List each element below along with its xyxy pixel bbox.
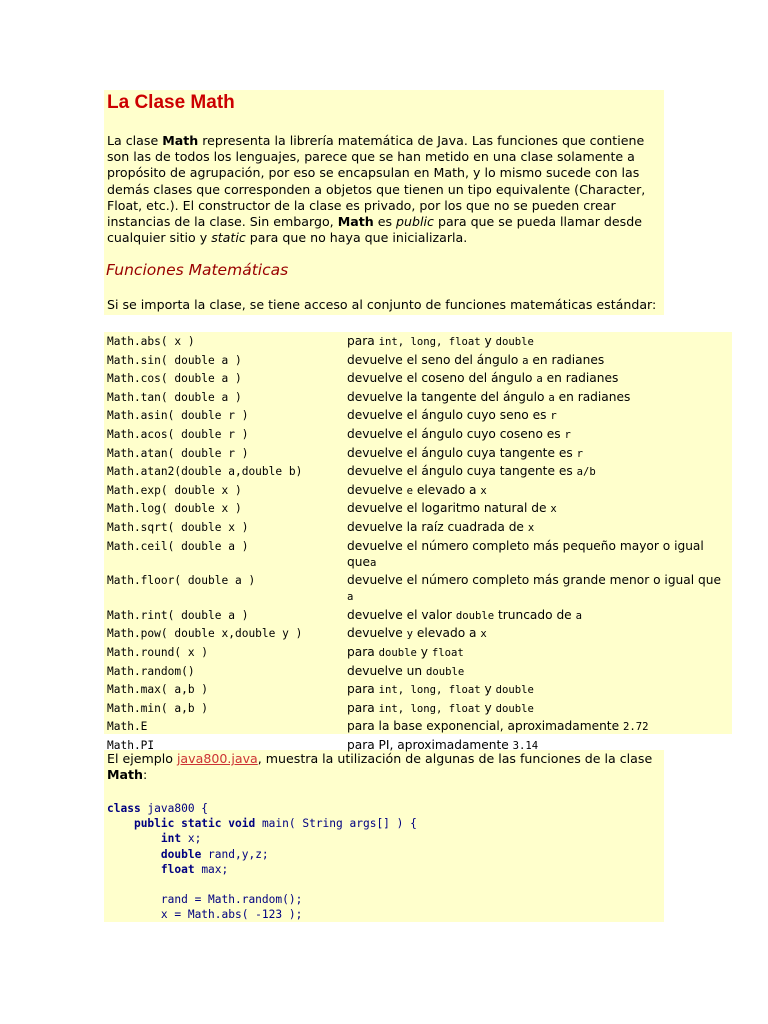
code-text: java800 { bbox=[140, 802, 209, 815]
example-text: , muestra la utilización de algunas de las funciones de la clase bbox=[257, 751, 653, 766]
code-text: main( String args[] ) { bbox=[255, 817, 417, 831]
function-description bbox=[347, 463, 729, 482]
function-description bbox=[347, 644, 729, 663]
code-keyword: double bbox=[160, 847, 202, 861]
function-description bbox=[347, 519, 729, 538]
table-row bbox=[107, 463, 729, 482]
table-row bbox=[107, 572, 729, 607]
function-signature: Math.floor( double a ) bbox=[107, 574, 256, 588]
description-text: para la base exponencial, aproximadamente bbox=[347, 719, 623, 734]
intro-text: La clase bbox=[107, 133, 163, 148]
code-line bbox=[107, 863, 228, 876]
description-text: truncado de bbox=[494, 607, 576, 622]
table-row bbox=[107, 500, 729, 519]
code-keyword: int bbox=[160, 832, 182, 846]
function-signature: Math.PI bbox=[107, 738, 155, 752]
function-description bbox=[347, 445, 729, 464]
intro-bold-math: Math bbox=[162, 133, 199, 148]
function-description bbox=[347, 352, 729, 371]
code-text: rand,y,z; bbox=[201, 847, 269, 861]
code-text: x = Math.abs( -123 ); bbox=[160, 908, 303, 922]
description-text: para PI, aproximadamente bbox=[347, 737, 513, 752]
code-line bbox=[107, 802, 208, 815]
table-row bbox=[107, 718, 729, 737]
function-signature: Math.cos( double a ) bbox=[107, 372, 242, 386]
description-text: devuelve el seno del ángulo bbox=[347, 352, 523, 367]
example-text: : bbox=[143, 767, 148, 783]
code-term: x bbox=[480, 484, 487, 497]
function-description bbox=[347, 426, 729, 445]
description-text: para bbox=[347, 682, 379, 697]
code-term: x bbox=[550, 503, 557, 516]
code-text: x; bbox=[181, 832, 202, 846]
function-signature: Math.asin( double r ) bbox=[107, 409, 249, 423]
description-text: devuelve el coseno del ángulo bbox=[347, 371, 537, 386]
description-text: devuelve el ángulo cuyo coseno es bbox=[347, 426, 565, 441]
table-row bbox=[107, 519, 729, 538]
functions-table bbox=[107, 333, 729, 755]
function-signature: Math.tan( double a ) bbox=[107, 390, 242, 404]
description-text: en radianes bbox=[528, 352, 605, 367]
code-term: double bbox=[378, 646, 417, 659]
description-text: devuelve bbox=[347, 482, 407, 497]
description-text: en radianes bbox=[542, 371, 619, 386]
table-row bbox=[107, 445, 729, 464]
intro-text: es bbox=[373, 214, 397, 230]
description-text: y bbox=[480, 700, 496, 715]
code-term: a bbox=[347, 591, 354, 604]
function-description bbox=[347, 333, 729, 352]
code-term: x bbox=[527, 521, 535, 534]
code-term: int, long, float bbox=[378, 684, 481, 697]
code-term: double bbox=[495, 684, 534, 697]
description-text: devuelve el número completo más grande menor o igual que bbox=[347, 573, 721, 588]
table-row bbox=[107, 625, 729, 644]
table-row bbox=[107, 426, 729, 445]
code-term: 2.72 bbox=[622, 721, 649, 734]
intro-text: para que se pueda llamar desde cualquier sitio y bbox=[107, 214, 642, 246]
code-term: double bbox=[495, 702, 534, 715]
function-description bbox=[347, 538, 729, 573]
code-term: r bbox=[550, 410, 557, 423]
code-term: x bbox=[480, 628, 487, 641]
description-text: devuelve bbox=[347, 626, 407, 641]
table-row bbox=[107, 644, 729, 663]
code-term: a bbox=[536, 373, 543, 386]
table-row bbox=[107, 352, 729, 371]
code-term: a/b bbox=[576, 466, 596, 479]
code-term: double bbox=[455, 609, 495, 622]
code-line bbox=[107, 893, 302, 906]
code-block bbox=[107, 801, 417, 923]
code-line bbox=[107, 832, 201, 845]
code-line bbox=[107, 908, 302, 921]
code-keyword: float bbox=[160, 862, 195, 876]
table-row bbox=[107, 407, 729, 426]
intro-italic-public: public bbox=[396, 214, 434, 230]
code-term: a bbox=[369, 556, 377, 569]
description-text: devuelve la raíz cuadrada de bbox=[347, 519, 528, 534]
table-row bbox=[107, 389, 729, 408]
table-row bbox=[107, 700, 729, 719]
import-paragraph: Si se importa la clase, se tiene acceso al conjunto de funciones matemáticas estándar: bbox=[107, 297, 657, 312]
function-signature: Math.sqrt( double x ) bbox=[107, 520, 249, 534]
function-signature: Math.E bbox=[107, 720, 148, 734]
description-text: y bbox=[480, 334, 496, 348]
function-signature: Math.abs( x ) bbox=[107, 335, 195, 348]
function-signature: Math.ceil( double a ) bbox=[107, 539, 249, 553]
intro-italic-static: static bbox=[211, 230, 246, 246]
page-title: La Clase Math bbox=[107, 92, 235, 113]
description-text: y bbox=[416, 644, 432, 659]
function-description bbox=[347, 389, 729, 408]
description-text: devuelve el logaritmo natural de bbox=[347, 501, 551, 516]
table-row bbox=[107, 663, 729, 682]
code-text: max; bbox=[194, 862, 229, 876]
function-description bbox=[347, 700, 729, 719]
code-text: rand = Math.random(); bbox=[160, 893, 303, 907]
description-text: devuelve el número completo más pequeño mayor o igual que bbox=[347, 538, 704, 569]
code-term: e bbox=[406, 484, 414, 497]
function-signature: Math.random() bbox=[107, 664, 195, 678]
code-keyword: public static void bbox=[133, 817, 256, 831]
function-signature: Math.pow( double x,double y ) bbox=[107, 627, 303, 641]
code-keyword: class bbox=[107, 802, 141, 815]
code-term: int, long, float bbox=[378, 336, 481, 348]
intro-text: para que no haya que inicializarla. bbox=[245, 230, 468, 246]
description-text: para bbox=[347, 334, 379, 348]
example-text: El ejemplo bbox=[107, 751, 177, 766]
function-description bbox=[347, 407, 729, 426]
code-term: y bbox=[406, 628, 414, 641]
function-signature: Math.acos( double r ) bbox=[107, 427, 249, 441]
table-row bbox=[107, 607, 729, 626]
function-description bbox=[347, 625, 729, 644]
description-text: devuelve el valor bbox=[347, 607, 456, 622]
table-row bbox=[107, 482, 729, 501]
description-text: devuelve el ángulo cuya tangente es bbox=[347, 464, 577, 479]
function-description bbox=[347, 718, 729, 737]
function-description bbox=[347, 572, 729, 607]
intro-paragraph bbox=[107, 133, 659, 246]
function-signature: Math.atan2(double a,double b) bbox=[107, 465, 303, 479]
function-description bbox=[347, 681, 729, 700]
code-line bbox=[107, 817, 417, 830]
function-signature: Math.round( x ) bbox=[107, 645, 209, 659]
function-signature: Math.sin( double a ) bbox=[107, 353, 242, 367]
function-signature: Math.atan( double r ) bbox=[107, 446, 249, 460]
description-text: y bbox=[480, 682, 496, 697]
code-term: int, long, float bbox=[378, 702, 481, 715]
description-text: elevado a bbox=[413, 626, 481, 641]
description-text: en radianes bbox=[554, 389, 631, 404]
function-description bbox=[347, 482, 729, 501]
function-description bbox=[347, 607, 729, 626]
description-text: elevado a bbox=[413, 482, 481, 497]
code-term: r bbox=[564, 428, 571, 441]
code-term: a bbox=[522, 354, 529, 367]
function-description bbox=[347, 663, 729, 682]
table-row bbox=[107, 333, 729, 352]
intro-bold-math: Math bbox=[337, 214, 374, 230]
code-term: double bbox=[495, 336, 534, 348]
intro-text: representa la librería matemática de Java. Las funciones que contiene son las de todos los lenguajes, parece que se han metido en una clase solamente a propósito de agrupación, por eso se encapsulan en Math, y lo mismo sucede con las demás clases que corresponden a objetos que tienen un tipo equivalente (Character, Float, etc.). El constructor de la clase es privado, por los que no se pueden crear instancias de la clase. Sin embargo, bbox=[107, 133, 646, 230]
function-signature: Math.exp( double x ) bbox=[107, 483, 242, 497]
table-row bbox=[107, 681, 729, 700]
function-signature: Math.rint( double a ) bbox=[107, 608, 249, 622]
code-term: double bbox=[425, 665, 465, 678]
function-signature: Math.log( double x ) bbox=[107, 502, 242, 516]
code-line bbox=[107, 848, 269, 861]
code-term: r bbox=[576, 447, 583, 460]
description-text: para bbox=[347, 644, 379, 659]
example-paragraph bbox=[107, 751, 659, 783]
function-signature: Math.max( a,b ) bbox=[107, 683, 209, 697]
java800-link[interactable]: java800.java bbox=[176, 751, 258, 766]
code-term: float bbox=[431, 646, 464, 659]
description-text: para bbox=[347, 700, 379, 715]
example-bold-math: Math bbox=[107, 767, 144, 783]
table-row bbox=[107, 538, 729, 573]
code-term: a bbox=[548, 391, 555, 404]
function-description bbox=[347, 500, 729, 519]
section-heading: Funciones Matemáticas bbox=[106, 261, 289, 279]
code-term: a bbox=[575, 609, 582, 622]
function-signature: Math.min( a,b ) bbox=[107, 701, 209, 715]
description-text: devuelve la tangente del ángulo bbox=[347, 389, 549, 404]
table-row bbox=[107, 370, 729, 389]
description-text: devuelve el ángulo cuya tangente es bbox=[347, 445, 577, 460]
description-text: devuelve un bbox=[347, 663, 426, 678]
description-text: devuelve el ángulo cuyo seno es bbox=[347, 408, 551, 423]
function-description bbox=[347, 370, 729, 389]
code-term: 3.14 bbox=[512, 739, 539, 752]
